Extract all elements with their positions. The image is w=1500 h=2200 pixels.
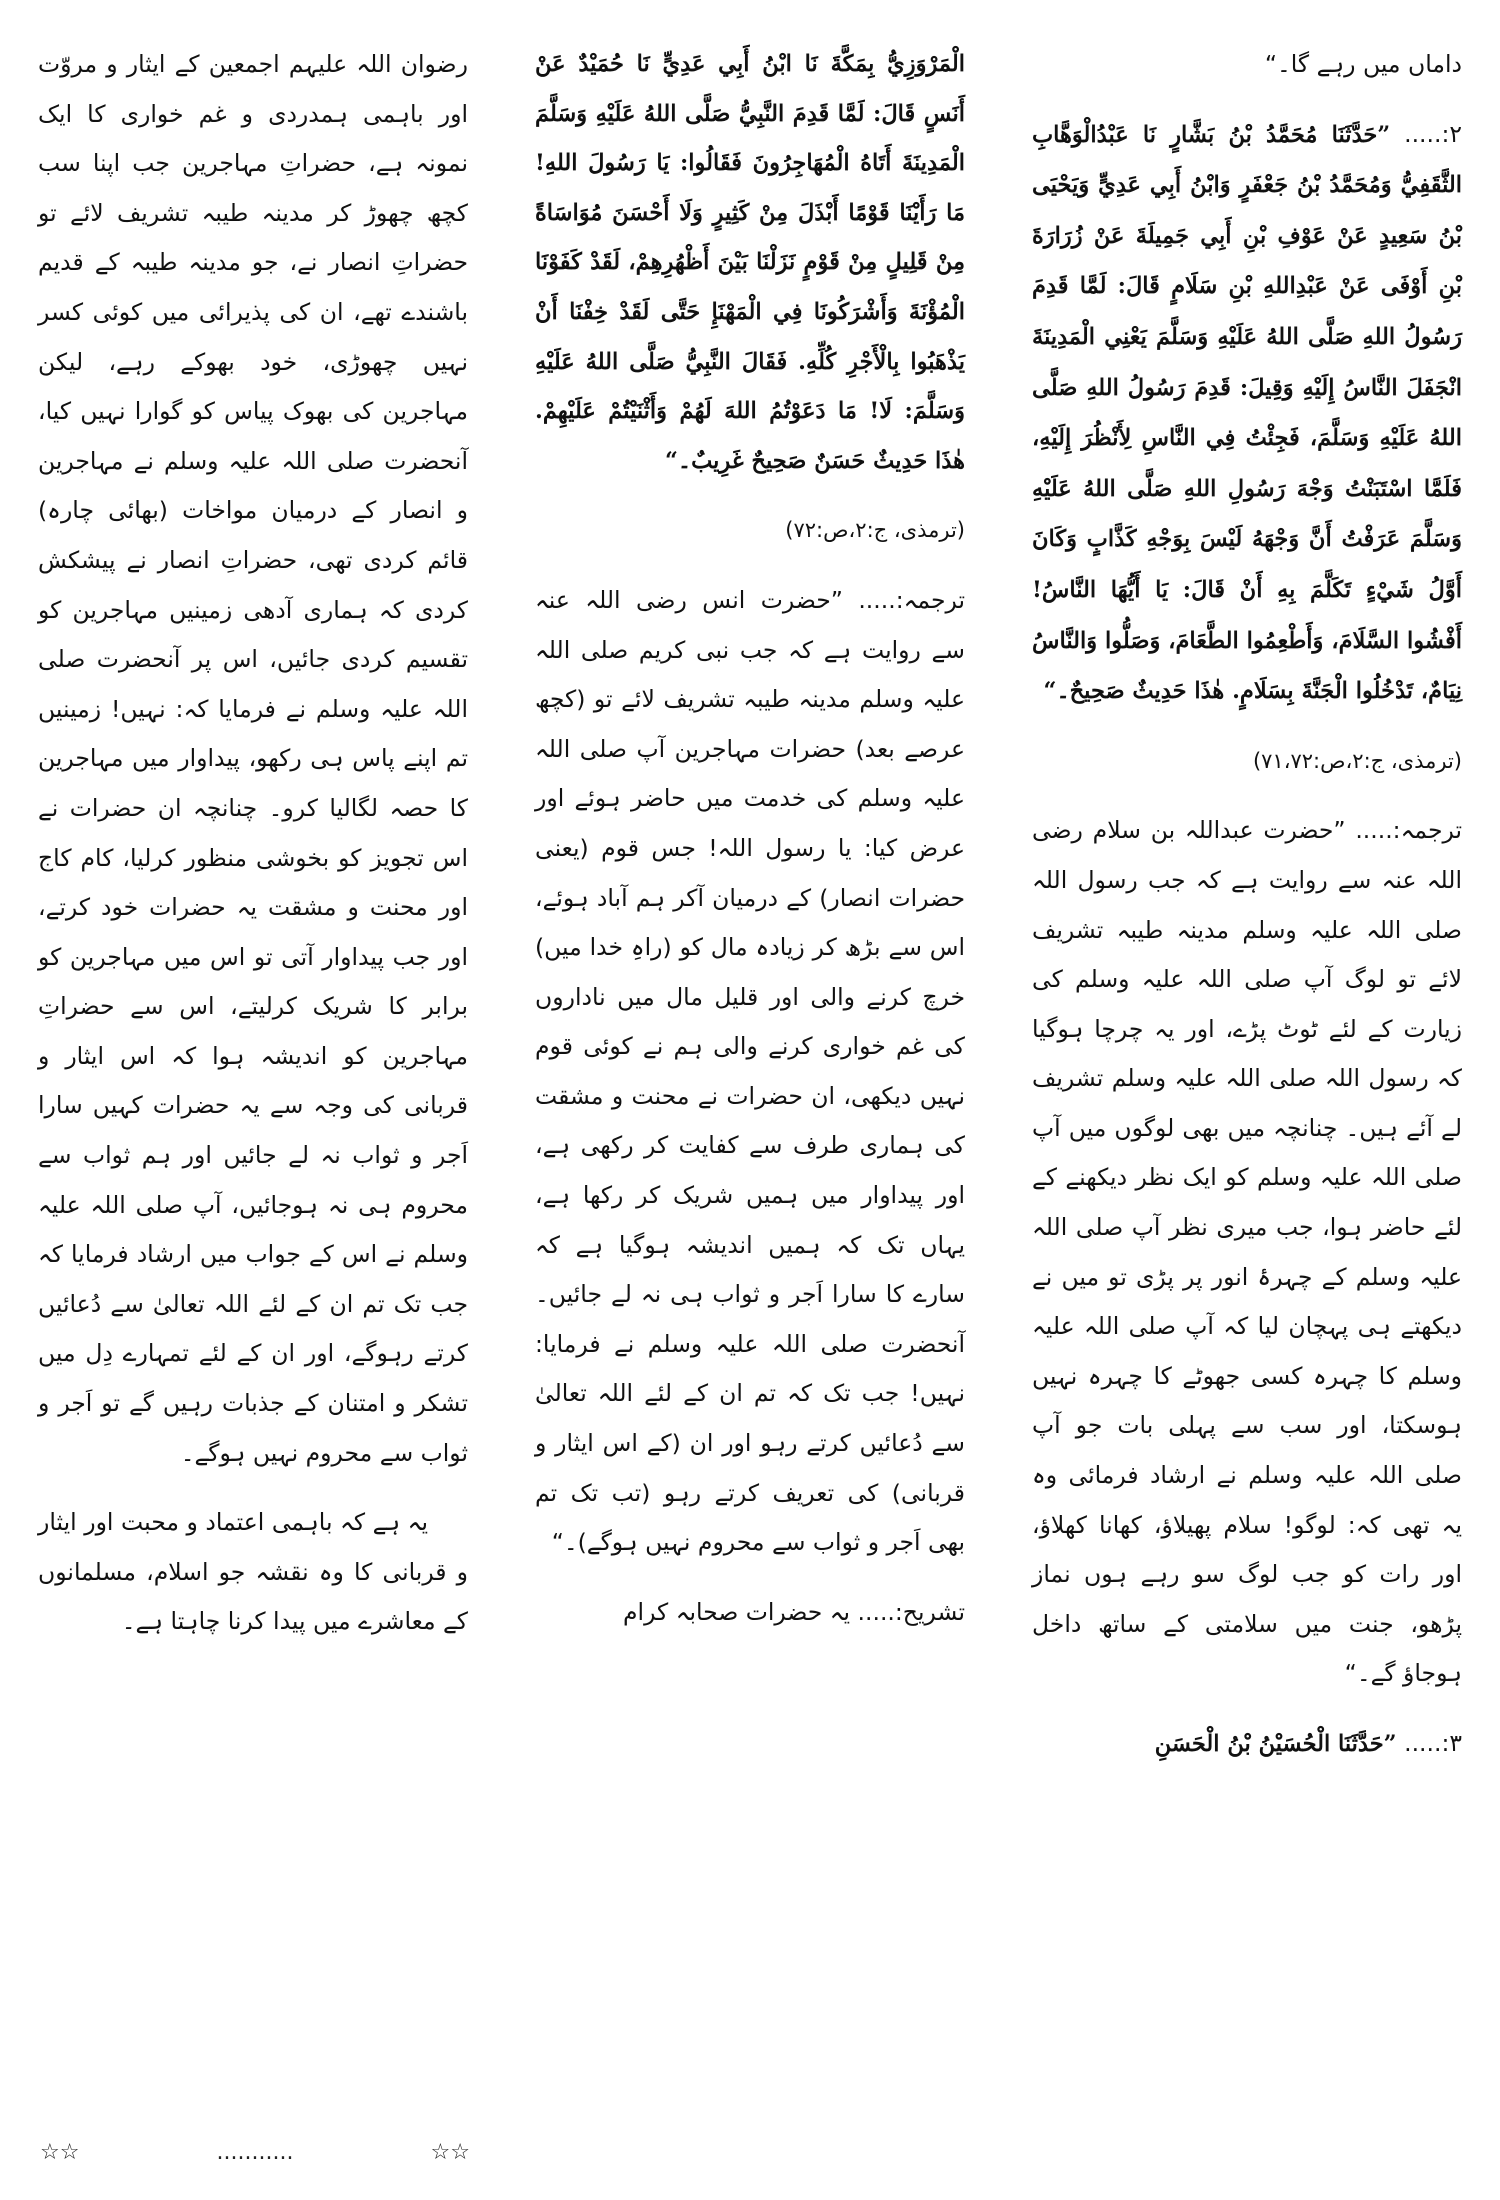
paragraph-closing-line: داماں میں رہے گا۔“ (1264, 50, 1462, 78)
urdu-translation: ترجمہ:..... ”حضرت عبداللہ بن سلام رضی اللہ عنہ سے روایت ہے کہ جب رسول اللہ صلی اللہ علیہ وسلم مدینہ طیبہ تشریف لائے تو لوگ آپ صلی اللہ علیہ وسلم کی زیارت کے لئے ٹوٹ پڑے، اور یہ چرچا ہوگیا کہ رسول اللہ صلی اللہ علیہ وسلم تشریف لے آئے ہیں۔ چنانچہ میں بھی لوگوں میں آپ صلی اللہ علیہ وسلم کو ایک نظر دیکھنے کے لئے حاضر ہوا، جب میری نظر آپ صلی اللہ علیہ وسلم کے چہرۂ انور پر پڑی تو میں نے دیکھتے ہی پہچان لیا کہ آپ صلی اللہ علیہ وسلم کا چہرہ کسی جھوٹے کا چہرہ نہیں ہوسکتا، اور سب سے پہلی بات جو آپ صلی اللہ علیہ وسلم نے ارشاد فرمائی وہ یہ تھی کہ: لوگو! سلام پھیلاؤ، کھانا کھلاؤ، اور رات کو جب لوگ سو رہے ہوں نماز پڑھو، جنت میں سلامتی کے ساتھ داخل ہوجاؤ گے۔“ (1032, 816, 1462, 1688)
dots-ornament: ........... (216, 2140, 294, 2165)
commentary-paragraph: رضوان اللہ علیہم اجمعین کے ایثار و مروّت اور باہمی ہمدردی و غم خواری کا ایک نمونہ ہے، حضراتِ مہاجرین جب اپنا سب کچھ چھوڑ کر مدینہ طیبہ تشریف لائے تو حضراتِ انصار نے، جو مدینہ طیبہ کے قدیم باشندے تھے، ان کی پذیرائی میں کوئی کسر نہیں چھوڑی، خود بھوکے رہے، لیکن مہاجرین کی بھوک پیاس کو گوارا نہیں کیا، آنحضرت صلی اللہ علیہ وسلم نے مہاجرین و انصار کے درمیان مواخات (بھائی چارہ) قائم کردی تھی، حضراتِ انصار نے پیشکش کردی کہ ہماری آدھی زمینیں مہاجرین کو تقسیم کردی جائیں، اس پر آنحضرت صلی اللہ علیہ وسلم نے فرمایا کہ: نہیں! زمینیں تم اپنے پاس ہی رکھو، پیداوار میں مہاجرین کا حصہ لگالیا کرو۔ چنانچہ ان حضرات نے اس تجویز کو بخوشی منظور کرلیا، کام کاج اور محنت و مشقت یہ حضرات خود کرتے، اور جب پیداوار آتی تو اس میں مہاجرین کو برابر کا شریک کرلیتے، اس سے حضراتِ مہاجرین کو اندیشہ ہوا کہ اس ایثار و قربانی کی وجہ سے یہ حضرات کہیں سارا اَجر و ثواب نہ لے جائیں اور ہم ثواب سے محروم ہی نہ ہوجائیں، آپ صلی اللہ علیہ وسلم نے اس کے جواب میں ارشاد فرمایا کہ جب تک تم ان کے لئے اللہ تعالیٰ سے دُعائیں کرتے رہوگے، اور ان کے لئے تمہارے دِل میں تشکر و امتنان کے جذبات رہیں گے تو اَجر و ثواب سے محروم نہیں ہوگے۔ (38, 50, 468, 1467)
urdu-translation: ترجمہ:..... ”حضرت انس رضی اللہ عنہ سے روایت ہے کہ جب نبی کریم صلی اللہ علیہ وسلم مدینہ طیبہ تشریف لائے تو (کچھ عرصے بعد) حضرات مہاجرین آپ صلی اللہ علیہ وسلم کی خدمت میں حاضر ہوئے اور عرض کیا: یا رسول اللہ! جس قوم (یعنی حضرات انصار) کے درمیان آکر ہم آباد ہوئے، اس سے بڑھ کر زیادہ مال کو (راہِ خدا میں) خرچ کرنے والی اور قلیل مال میں ناداروں کی غم خواری کرنے والی ہم نے کوئی قوم نہیں دیکھی، ان حضرات نے محنت و مشقت کی ہماری طرف سے کفایت کر رکھی ہے، اور پیداوار میں ہمیں شریک کر رکھا ہے، یہاں تک کہ ہمیں اندیشہ ہوگیا ہے کہ سارے کا سارا اَجر و ثواب ہی نہ لے جائیں۔ آنحضرت صلی اللہ علیہ وسلم نے فرمایا: نہیں! جب تک کہ تم ان کے لئے اللہ تعالیٰ سے دُعائیں کرتے رہو اور ان (کے اس ایثار و قربانی) کی تعریف کرتے رہو (تب تک تم بھی اَجر و ثواب سے محروم نہیں ہوگے)۔“ (535, 585, 965, 1557)
section-divider (40, 2140, 470, 2165)
text-column-middle (535, 40, 965, 2170)
text-column-right (1032, 40, 1462, 2170)
hadith-2 (1032, 110, 1462, 717)
closing-paragraph: یہ ہے کہ باہمی اعتماد و محبت اور ایثار و قربانی کا وہ نقشہ جو اسلام، مسلمانوں کے معاشرے میں پیدا کرنا چاہتا ہے۔ (38, 1508, 468, 1636)
hadith-number: ۳:..... (1404, 1729, 1462, 1757)
hadith-reference: (ترمذی، ج:۲،ص:۷۲) (785, 518, 965, 543)
arabic-hadith-text: ”حَدَّثَنَا مُحَمَّدُ بْنُ بَشَّارٍ نَا عَبْدُالْوَهَّابِ الثَّقَفِيُّ وَمُحَمَّدُ بْنُ جَعْفَرٍ وَابْنُ أَبِي عَدِيٍّ وَيَحْيَى بْنُ سَعِيدٍ عَنْ عَوْفِ بْنِ أَبِي جَمِيلَةَ عَنْ زُرَارَةَ بْنِ أَوْفَى عَنْ عَبْدِاللهِ بْنِ سَلَامٍ قَالَ: لَمَّا قَدِمَ رَسُولُ اللهِ صَلَّى اللهُ عَلَيْهِ وَسَلَّمَ يَعْنِي الْمَدِينَةَ انْجَفَلَ النَّاسُ إِلَيْهِ وَقِيلَ: قَدِمَ رَسُولُ اللهِ صَلَّى اللهُ عَلَيْهِ وَسَلَّمَ، فَجِئْتُ فِي النَّاسِ لِأَنْظُرَ إِلَيْهِ، فَلَمَّا اسْتَبَنْتُ وَجْهَ رَسُولِ اللهِ صَلَّى اللهُ عَلَيْهِ وَسَلَّمَ عَرَفْتُ أَنَّ وَجْهَهُ لَيْسَ بِوَجْهِ كَذَّابٍ وَكَانَ أَوَّلُ شَيْءٍ تَكَلَّمَ بِهِ أَنْ قَالَ: يَا أَيُّهَا النَّاسُ! أَفْشُوا السَّلَامَ، وَأَطْعِمُوا الطَّعَامَ، وَصَلُّوا وَالنَّاسُ نِيَامٌ، تَدْخُلُوا الْجَنَّةَ بِسَلَامٍ. هٰذَا حَدِيثٌ صَحِيحٌ۔“ (1032, 121, 1462, 705)
hadith-number: ۲:..... (1404, 119, 1462, 148)
hadith-reference: (ترمذی، ج:۲،ص:۷۱،۷۲) (1252, 748, 1462, 773)
commentary-start: تشریح:..... یہ حضرات صحابہ کرام (623, 1597, 965, 1626)
hadith-3 (1032, 1719, 1462, 1770)
arabic-hadith-text: الْمَرْوَزِيُّ بِمَكَّةَ نَا ابْنُ أَبِي عَدِيٍّ نَا حُمَيْدٌ عَنْ أَنَسٍ قَالَ: لَمَّا قَدِمَ النَّبِيُّ صَلَّى اللهُ عَلَيْهِ وَسَلَّمَ الْمَدِينَةَ أَتَاهُ الْمُهَاجِرُونَ فَقَالُوا: يَا رَسُولَ اللهِ! مَا رَأَيْنَا قَوْمًا أَبْذَلَ مِنْ كَثِيرٍ وَلَا أَحْسَنَ مُوَاسَاةً مِنْ قَلِيلٍ مِنْ قَوْمٍ نَزَلْنَا بَيْنَ أَظْهُرِهِمْ، لَقَدْ كَفَوْنَا الْمُؤْنَةَ وَأَشْرَكُونَا فِي الْمَهْنَإِ حَتَّى لَقَدْ خِفْنَا أَنْ يَذْهَبُوا بِالْأَجْرِ كُلِّهِ. فَقَالَ النَّبِيُّ صَلَّى اللهُ عَلَيْهِ وَسَلَّمَ: لَا! مَا دَعَوْتُمُ اللهَ لَهُمْ وَأَثْنَيْتُمْ عَلَيْهِمْ. هٰذَا حَدِيثٌ حَسَنٌ صَحِيحٌ غَرِيبٌ۔“ (535, 51, 965, 474)
arabic-hadith-text: ”حَدَّثَنَا الْحُسَيْنُ بْنُ الْحَسَنِ (1154, 1731, 1397, 1757)
stars-ornament: ☆☆ (430, 2140, 470, 2165)
text-column-left (38, 40, 468, 2170)
stars-ornament: ☆☆ (40, 2140, 80, 2165)
